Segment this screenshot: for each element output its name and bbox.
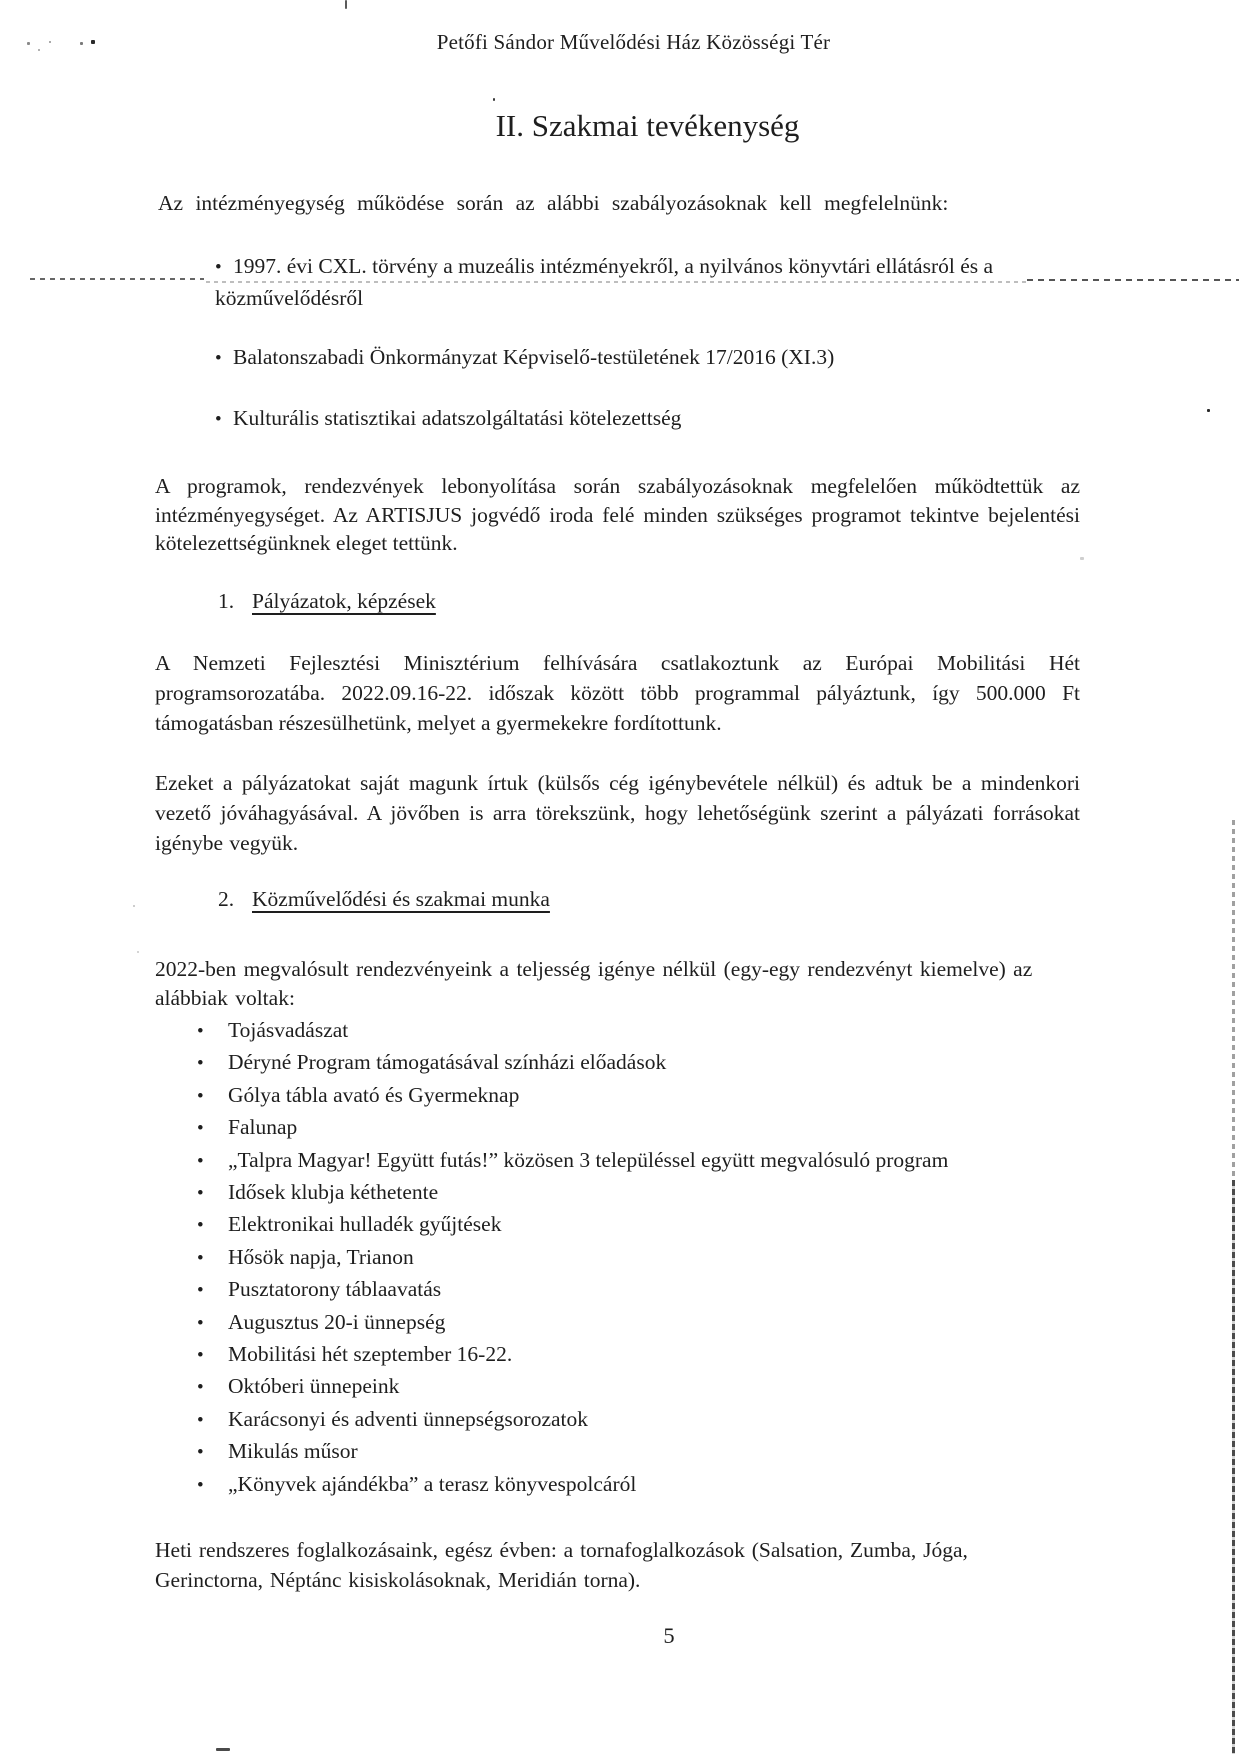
- scan-speck: [38, 49, 40, 51]
- list-item-text: Mikulás műsor: [228, 1439, 358, 1464]
- page-title: II. Szakmai tevékenység: [495, 108, 800, 143]
- list-item-text: Falunap: [228, 1115, 298, 1140]
- bullet-icon: •: [197, 1021, 204, 1042]
- scan-speck: [91, 40, 95, 44]
- bullet-icon: •: [197, 1118, 204, 1140]
- scan-artifact-vertical-line: [1232, 1180, 1235, 1754]
- paragraph-artisjus: A programok, rendezvények lebonyolítása során szabályozásoknak megfelelően működtettük az intézményegységet. Az ARTISJUS jogvédő iroda felé minden szükséges programot tekintve bejelentési kötelezettségünknek eleget tettünk.: [155, 474, 1080, 555]
- scan-speck: [1207, 409, 1210, 412]
- bullet-icon: •: [197, 1085, 204, 1107]
- paragraph-mobility: A Nemzeti Fejlesztési Minisztérium felhívására csatlakoztunk az Európai Mobilitási Hét programsorozatába. 2022.09.16-22. időszak között több programmal pályáztunk, így 500.000 Ft támogatásban részesülhetünk, melyet a gyermekekre fordítottunk.: [155, 651, 1080, 735]
- list-item: [215, 342, 1115, 374]
- scan-artifact-dashed-line-right: [1027, 279, 1239, 281]
- section-heading-1: [218, 586, 436, 616]
- section-title: Közművelődési és szakmai munka: [252, 887, 550, 911]
- list-item: [193, 1015, 1193, 1047]
- list-item-text: Gólya tábla avató és Gyermeknap: [228, 1082, 520, 1107]
- bullet-icon: •: [197, 1215, 204, 1237]
- scan-speck: [49, 41, 51, 43]
- bullet-icon: •: [197, 1442, 204, 1464]
- list-item: [193, 1242, 1193, 1274]
- list-item-text: Idősek klubja kéthetente: [228, 1180, 439, 1205]
- list-item: [193, 1177, 1193, 1209]
- bullet-icon: •: [197, 1183, 204, 1205]
- bullet-icon: •: [197, 1409, 204, 1431]
- page-number: 5: [663, 1623, 675, 1648]
- intro-paragraph: Az intézményegység működése során az alábbi szabályozásoknak kell megfelelnünk:: [158, 191, 949, 215]
- bullet-icon: •: [215, 409, 222, 430]
- list-item-text: Kulturális statisztikai adatszolgáltatási kötelezettség: [233, 406, 682, 430]
- list-item-text: Mobilitási hét szeptember 16-22.: [228, 1342, 513, 1367]
- list-item-text: Pusztatorony táblaavatás: [228, 1277, 442, 1302]
- list-item: [193, 1209, 1193, 1241]
- events-list: [193, 1015, 1193, 1501]
- list-item-text: Karácsonyi és adventi ünnepségsorozatok: [228, 1406, 589, 1431]
- bullet-icon: •: [197, 1377, 204, 1399]
- list-item: [193, 1145, 1193, 1177]
- scan-speck: [80, 42, 83, 45]
- list-item-text: Déryné Program támogatásával színházi előadások: [228, 1050, 667, 1075]
- bullet-icon: •: [197, 1150, 204, 1172]
- document-header: Petőfi Sándor Művelődési Ház Közösségi Tér: [436, 30, 831, 54]
- list-item-text: „Könyvek ajándékba” a terasz könyvespolcáról: [228, 1471, 637, 1496]
- list-item: [193, 1080, 1193, 1112]
- scan-artifact-bottom-tick: [216, 1748, 230, 1751]
- scan-artifact-top-tick: [345, 0, 347, 9]
- list-item-text: Októberi ünnepeink: [228, 1374, 400, 1399]
- list-item: [193, 1307, 1193, 1339]
- section-heading-2: [218, 884, 550, 914]
- scan-speck: [137, 951, 139, 953]
- paragraph-grants: Ezeket a pályázatokat saját magunk írtuk (külsős cég igénybevétele nélkül) és adtuk be a mindenkori vezető jóváhagyásával. A jövőben is arra törekszünk, hogy lehetőségünk szerint a pályázati forrásokat igénybe vegyük.: [155, 771, 1080, 855]
- paragraph-events-intro: 2022-ben megvalósult rendezvényeink a teljesség igénye nélkül (egy-egy rendezvényt kiemelve) az alábbiak voltak:: [155, 957, 1033, 1010]
- list-item-text: Elektronikai hulladék gyűjtések: [228, 1212, 502, 1237]
- list-item-text: „Talpra Magyar! Együtt futás!” közösen 3 településsel együtt megvalósuló program: [228, 1147, 949, 1172]
- list-item: [193, 1469, 1193, 1501]
- list-item-text: Balatonszabadi Önkormányzat Képviselő-testületének 17/2016 (XI.3): [233, 345, 835, 369]
- bullet-icon: •: [197, 1345, 204, 1367]
- scan-speck: [1080, 557, 1084, 560]
- section-title: Pályázatok, képzések: [252, 589, 436, 613]
- scan-speck: [493, 98, 495, 101]
- scan-speck: [133, 905, 135, 907]
- bullet-icon: •: [197, 1474, 204, 1496]
- list-item: [193, 1436, 1193, 1468]
- list-item: [193, 1371, 1193, 1403]
- list-item-text: 1997. évi CXL. törvény a muzeális intézményekről, a nyilvános könyvtári ellátásról és a közművelődésről: [215, 254, 994, 310]
- bullet-icon: •: [197, 1053, 204, 1075]
- bullet-icon: •: [197, 1247, 204, 1269]
- list-item: [193, 1339, 1193, 1371]
- list-item-text: Hősök napja, Trianon: [228, 1244, 414, 1269]
- section-number: 2.: [218, 887, 235, 911]
- list-item: [193, 1112, 1193, 1144]
- paragraph-weekly: Heti rendszeres foglalkozásaink, egész évben: a tornafoglalkozások (Salsation, Zumba, Jóga, Gerinctorna, Néptánc kisiskolásoknak, Meridián torna).: [155, 1538, 968, 1592]
- list-item: [215, 403, 1115, 435]
- list-item-text: Tojásvadászat: [228, 1018, 349, 1042]
- scan-artifact-vertical-line: [1232, 820, 1235, 1180]
- bullet-icon: •: [197, 1312, 204, 1334]
- scan-speck: [27, 42, 30, 45]
- list-item-text: Augusztus 20-i ünnepség: [228, 1309, 446, 1334]
- list-item: [193, 1404, 1193, 1436]
- bullet-icon: •: [215, 257, 222, 278]
- scan-artifact-dashed-line-middle: [206, 281, 1026, 283]
- section-number: 1.: [218, 589, 235, 613]
- bullet-icon: •: [197, 1280, 204, 1302]
- list-item: [193, 1274, 1193, 1306]
- list-item: [193, 1047, 1193, 1079]
- bullet-icon: •: [215, 348, 222, 369]
- scan-artifact-dashed-line-left: [30, 278, 204, 280]
